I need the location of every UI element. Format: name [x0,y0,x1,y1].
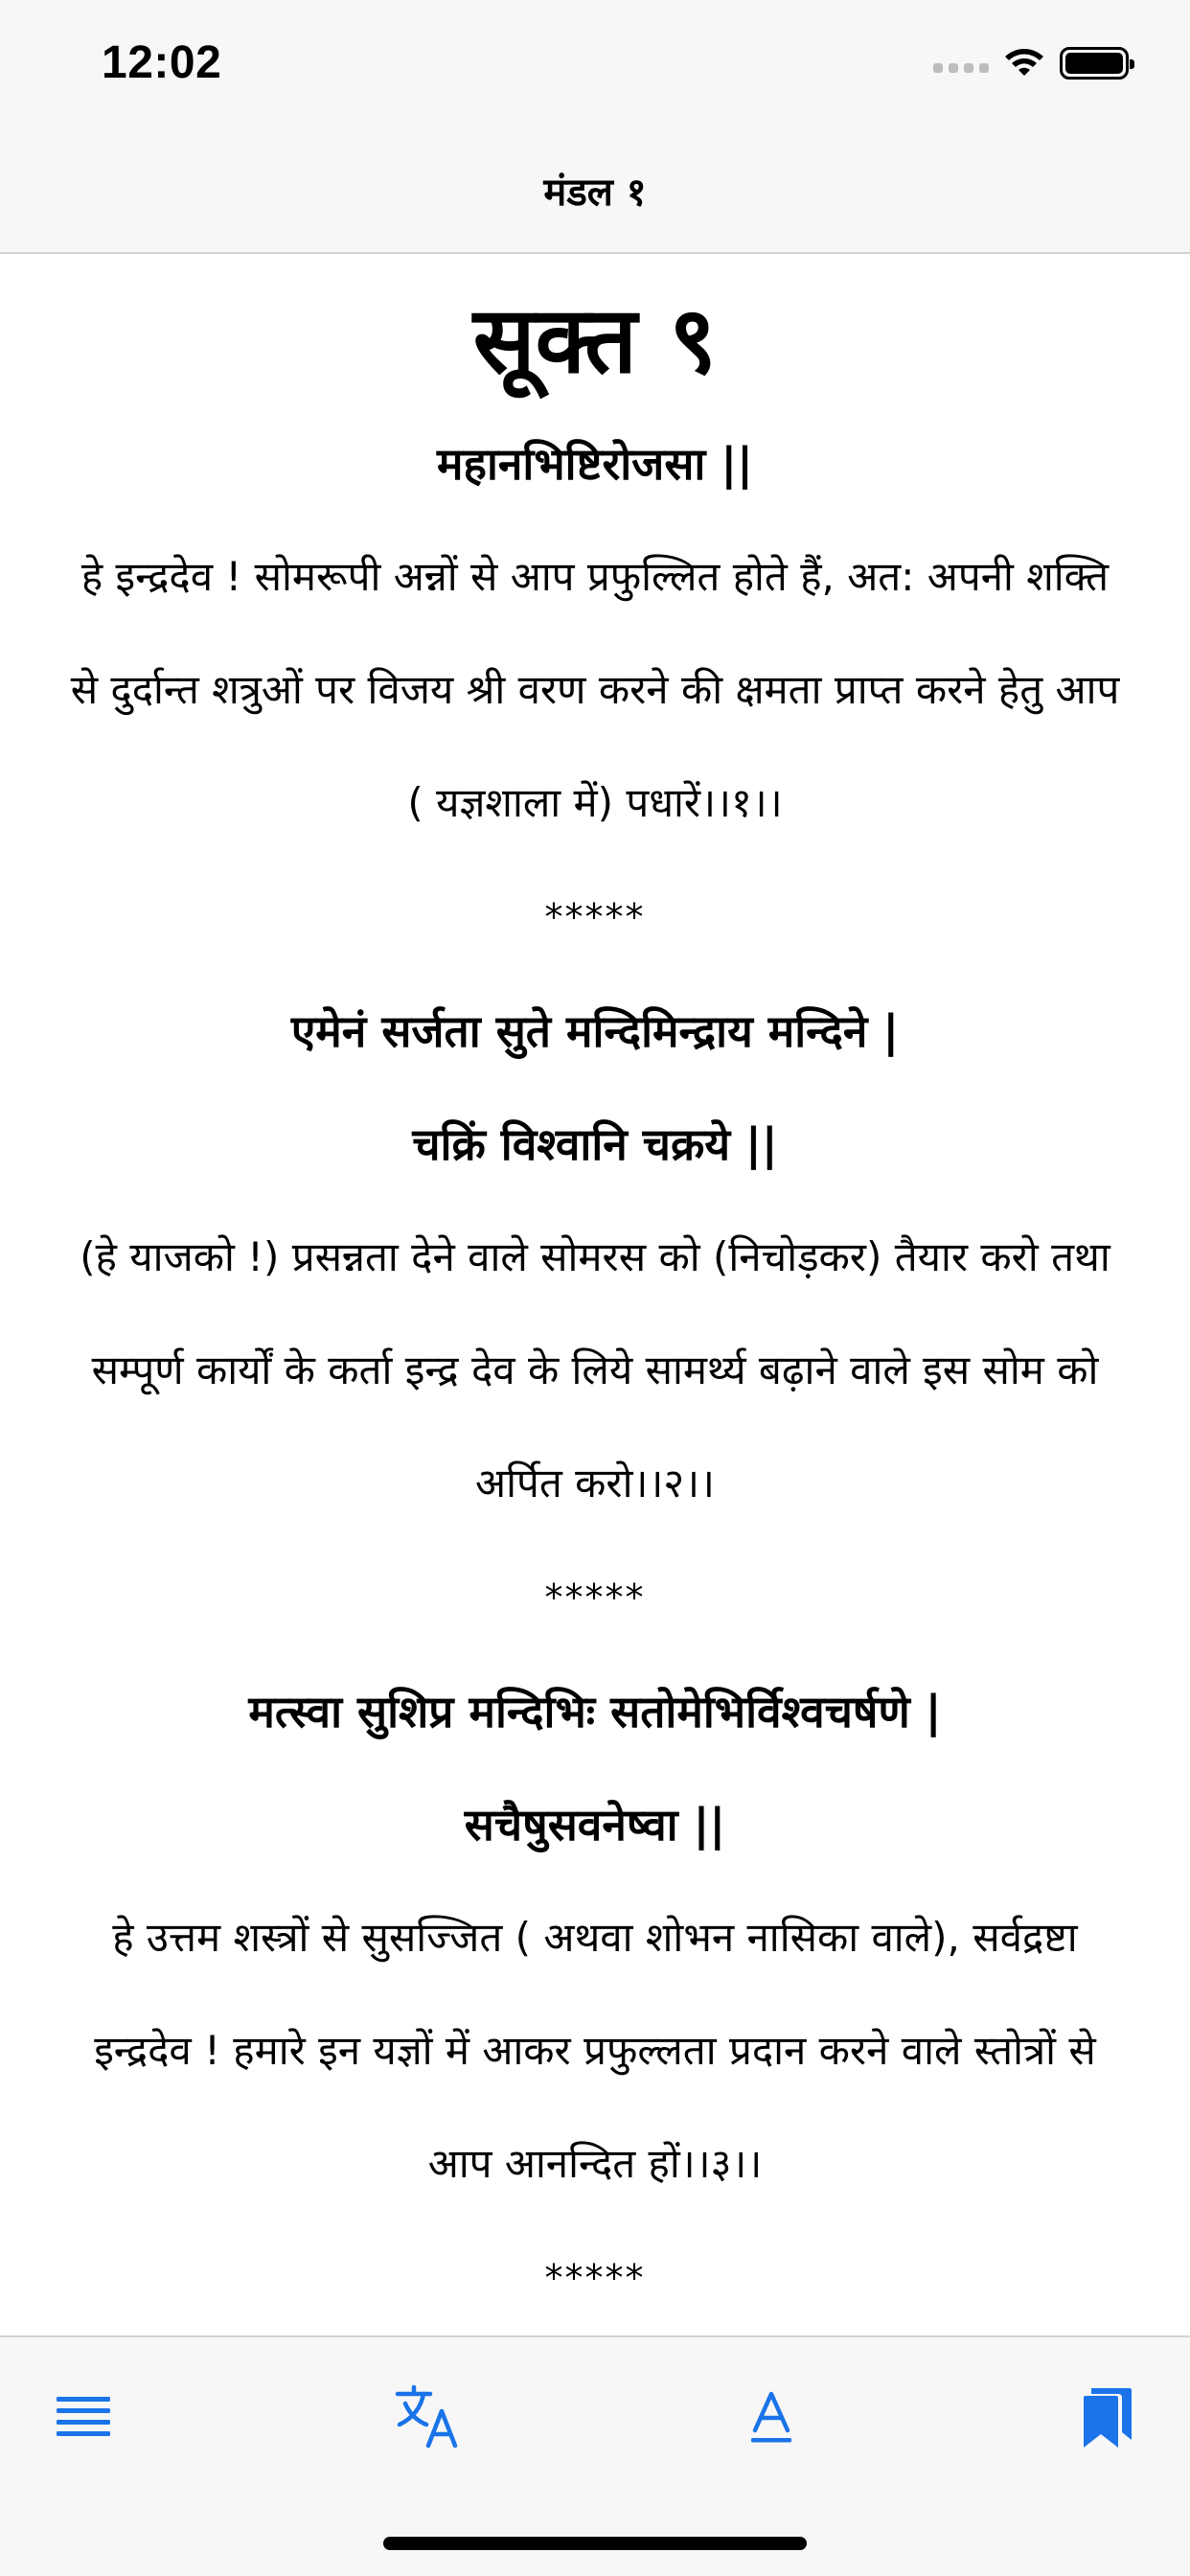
font-size-button[interactable] [728,2374,814,2460]
nav-title: मंडल १ [543,170,647,215]
mantra-line: एमेनं सर्जता सुते मन्दिमिन्द्राय मन्दिने | [290,1005,900,1057]
meaning-line: अर्पित करो।।२।। [475,1460,715,1506]
meaning-line: ( यज्ञशाला में) पधारें।।१।। [407,779,783,826]
meaning-line: (हे याजको !) प्रसन्नता देने वाले सोमरस को (निचोड़कर) तैयार करो तथा [80,1233,1110,1280]
font-size-icon [747,2388,795,2446]
mantra-line: चक्रिं विश्वानि चक्रये || [412,1118,778,1170]
verse-separator: ***** [544,2257,646,2299]
meaning-line: हे उत्तम शस्त्रों से सुसज्जित ( अथवा शोभन नासिका वाले), सर्वद्रष्टा [112,1914,1078,1961]
meaning-line: सम्पूर्ण कार्यों के कर्ता इन्द्र देव के लिये सामर्थ्य बढ़ाने वाले इस सोम को [91,1346,1099,1393]
meaning-line: से दुर्दान्त शत्रुओं पर विजय श्री वरण करने की क्षमता प्राप्त करने हेतु आप [70,666,1120,713]
bookmarks-button[interactable] [1064,2374,1150,2460]
translate-button[interactable] [385,2374,471,2460]
meaning-line: आप आनन्दित हों।।३।। [427,2140,763,2187]
navigation-bar [0,129,1190,254]
cellular-signal-icon [933,54,989,73]
status-time: 12:02 [102,37,222,88]
meaning-line: इन्द्रदेव ! हमारे इन यज्ञों में आकर प्रफुल्लता प्रदान करने वाले स्तोत्रों से [94,2027,1096,2074]
battery-icon [1060,47,1129,80]
meaning-line: हे इन्द्रदेव ! सोमरूपी अन्नों से आप प्रफुल्लित होते हैं, अत: अपनी शक्ति [80,553,1110,600]
verse-block [0,975,1190,1655]
sukta-content[interactable] [0,254,1190,2335]
home-indicator[interactable] [383,2537,807,2550]
verse-separator: ***** [544,896,646,938]
list-icon [55,2393,112,2441]
status-bar [0,0,1190,129]
status-icons [933,44,1129,82]
translate-icon [394,2384,463,2450]
mantra-line: महानभिष्टिरोजसा || [437,438,753,490]
wifi-icon [1002,47,1046,80]
mantra-line: मत्स्वा सुशिप्र मन्दिभिः सतोमेभिर्विश्वचर्षणे | [248,1686,942,1737]
verse-block [0,1655,1190,2335]
contents-list-button[interactable] [40,2374,126,2460]
verse-separator: ***** [544,1576,646,1619]
mantra-line: सचैषुसवनेष्वा || [464,1799,726,1851]
sukta-title: सूक्त ९ [472,287,718,394]
bookmarks-icon [1078,2384,1135,2450]
verse-block [0,407,1190,975]
